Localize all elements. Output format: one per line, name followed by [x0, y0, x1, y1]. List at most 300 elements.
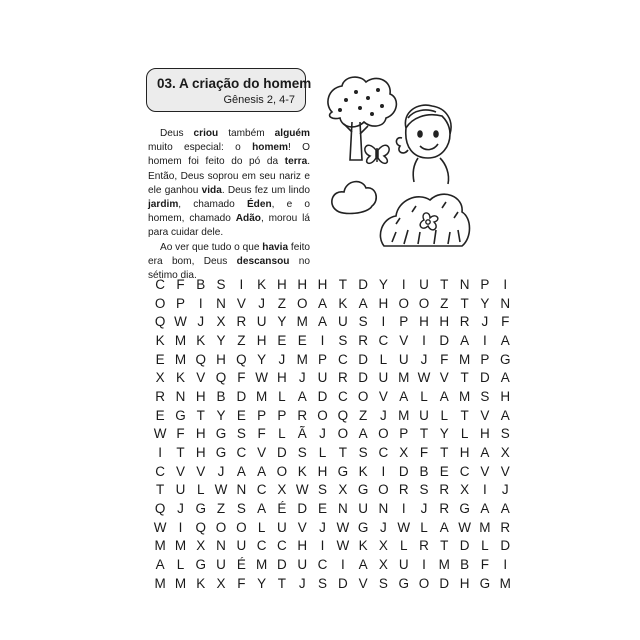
grid-letter[interactable]: G [398, 575, 409, 591]
grid-letter[interactable]: U [175, 482, 186, 498]
grid-letter[interactable]: W [417, 370, 431, 386]
grid-letter[interactable]: H [459, 445, 470, 461]
grid-letter[interactable]: X [196, 538, 206, 554]
grid-letter[interactable]: M [296, 351, 308, 367]
grid-letter[interactable]: E [277, 332, 287, 348]
grid-letter[interactable]: M [174, 538, 187, 554]
grid-letter[interactable]: I [401, 501, 406, 517]
grid-letter[interactable]: C [317, 557, 328, 573]
grid-letter[interactable]: E [439, 463, 449, 479]
grid-letter[interactable]: M [174, 351, 187, 367]
grid-letter[interactable]: V [399, 332, 409, 348]
grid-letter[interactable]: Z [237, 332, 246, 348]
grid-letter[interactable]: Z [216, 501, 226, 517]
grid-letter[interactable]: A [358, 557, 368, 573]
grid-letter[interactable]: J [481, 314, 489, 330]
grid-letter[interactable]: V [257, 445, 267, 461]
grid-letter[interactable]: L [278, 388, 286, 404]
grid-letter[interactable]: W [153, 519, 167, 535]
grid-letter[interactable]: C [277, 538, 287, 554]
grid-letter[interactable]: X [460, 482, 470, 498]
grid-letter[interactable]: F [440, 351, 449, 367]
grid-letter[interactable]: F [176, 276, 185, 292]
grid-letter[interactable]: V [175, 463, 185, 479]
grid-letter[interactable]: I [483, 482, 487, 498]
grid-letter[interactable]: R [459, 314, 470, 330]
grid-letter[interactable]: I [239, 276, 244, 292]
grid-letter[interactable]: K [338, 295, 348, 311]
grid-letter[interactable]: Y [216, 332, 226, 348]
grid-letter[interactable]: T [338, 445, 347, 461]
grid-letter[interactable]: H [297, 538, 308, 554]
grid-letter[interactable]: D [398, 463, 409, 479]
grid-letter[interactable]: Z [440, 295, 449, 311]
grid-letter[interactable]: J [380, 407, 387, 423]
grid-letter[interactable]: U [398, 351, 409, 367]
grid-letter[interactable]: I [340, 557, 345, 573]
grid-letter[interactable]: D [439, 332, 450, 348]
grid-letter[interactable]: M [256, 557, 268, 573]
grid-letter[interactable]: D [500, 538, 511, 554]
grid-letter[interactable]: O [418, 575, 430, 591]
grid-letter[interactable]: H [256, 332, 267, 348]
grid-letter[interactable]: R [155, 388, 166, 404]
grid-letter[interactable]: D [317, 388, 328, 404]
grid-letter[interactable]: S [338, 332, 348, 348]
grid-letter[interactable]: W [397, 519, 411, 535]
grid-letter[interactable]: Q [195, 351, 206, 367]
grid-letter[interactable]: R [337, 370, 348, 386]
grid-letter[interactable]: Q [337, 407, 349, 423]
grid-letter[interactable]: D [459, 538, 470, 554]
grid-letter[interactable]: J [298, 370, 306, 386]
grid-letter[interactable]: D [358, 276, 368, 292]
grid-letter[interactable]: T [440, 276, 449, 292]
grid-letter[interactable]: L [196, 482, 205, 498]
grid-letter[interactable]: U [317, 370, 328, 386]
grid-letter[interactable]: H [277, 276, 287, 292]
grid-letter[interactable]: E [155, 351, 165, 367]
grid-letter[interactable]: O [357, 388, 369, 404]
grid-letter[interactable]: W [153, 426, 167, 442]
grid-letter[interactable]: G [499, 351, 511, 367]
grid-letter[interactable]: J [420, 501, 428, 517]
grid-letter[interactable]: U [419, 276, 429, 292]
grid-letter[interactable]: X [277, 482, 287, 498]
grid-letter[interactable]: M [398, 370, 410, 386]
grid-letter[interactable]: P [277, 407, 287, 423]
grid-letter[interactable]: U [277, 519, 287, 535]
grid-letter[interactable]: J [177, 501, 184, 517]
grid-letter[interactable]: D [277, 557, 287, 573]
grid-letter[interactable]: M [154, 575, 166, 591]
grid-letter[interactable]: H [195, 426, 206, 442]
grid-letter[interactable]: C [459, 463, 470, 479]
grid-letter[interactable]: B [419, 463, 429, 479]
grid-letter[interactable]: G [357, 519, 369, 535]
grid-letter[interactable]: R [500, 519, 511, 535]
grid-letter[interactable]: Y [378, 276, 388, 292]
grid-letter[interactable]: S [419, 482, 429, 498]
grid-letter[interactable]: O [398, 295, 409, 311]
grid-letter[interactable]: H [419, 314, 429, 330]
grid-letter[interactable]: W [336, 538, 350, 554]
grid-letter[interactable]: V [358, 575, 368, 591]
grid-letter[interactable]: T [440, 538, 449, 554]
grid-letter[interactable]: Z [277, 295, 287, 311]
grid-letter[interactable]: T [460, 407, 469, 423]
grid-letter[interactable]: A [460, 332, 470, 348]
grid-letter[interactable]: H [317, 463, 328, 479]
grid-letter[interactable]: A [318, 314, 328, 330]
grid-letter[interactable]: S [216, 276, 226, 292]
grid-letter[interactable]: I [320, 538, 325, 554]
grid-letter[interactable]: A [399, 388, 409, 404]
grid-letter[interactable]: C [236, 445, 247, 461]
grid-letter[interactable]: Y [439, 426, 449, 442]
grid-letter[interactable]: A [480, 445, 490, 461]
grid-letter[interactable]: C [337, 388, 348, 404]
grid-letter[interactable]: H [317, 276, 328, 292]
grid-letter[interactable]: E [318, 501, 328, 517]
grid-letter[interactable]: B [216, 388, 226, 404]
grid-letter[interactable]: A [257, 463, 267, 479]
grid-letter[interactable]: H [439, 314, 450, 330]
grid-letter[interactable]: G [357, 482, 369, 498]
grid-letter[interactable]: A [439, 388, 449, 404]
grid-letter[interactable]: G [195, 557, 206, 573]
grid-letter[interactable]: U [419, 407, 429, 423]
grid-letter[interactable]: L [460, 426, 469, 442]
grid-letter[interactable]: Q [154, 314, 166, 330]
grid-letter[interactable]: N [459, 276, 470, 292]
grid-letter[interactable]: R [398, 482, 409, 498]
grid-letter[interactable]: L [318, 445, 327, 461]
grid-letter[interactable]: O [378, 426, 389, 442]
grid-letter[interactable]: I [401, 276, 406, 292]
grid-letter[interactable]: A [297, 388, 307, 404]
grid-letter[interactable]: Q [236, 351, 247, 367]
grid-letter[interactable]: T [460, 295, 469, 311]
grid-letter[interactable]: N [236, 482, 247, 498]
grid-letter[interactable]: D [337, 575, 348, 591]
grid-letter[interactable]: X [216, 314, 226, 330]
grid-letter[interactable]: H [500, 388, 511, 404]
grid-letter[interactable]: N [216, 538, 226, 554]
grid-letter[interactable]: G [195, 501, 206, 517]
grid-letter[interactable]: P [318, 351, 328, 367]
grid-letter[interactable]: O [154, 295, 166, 311]
grid-letter[interactable]: S [236, 426, 246, 442]
grid-letter[interactable]: Q [154, 501, 166, 517]
grid-letter[interactable]: O [296, 295, 308, 311]
grid-letter[interactable]: Y [257, 575, 267, 591]
grid-letter[interactable]: X [378, 557, 388, 573]
grid-letter[interactable]: F [237, 575, 246, 591]
grid-letter[interactable]: T [176, 445, 185, 461]
grid-letter[interactable]: K [196, 332, 206, 348]
grid-letter[interactable]: P [257, 407, 267, 423]
grid-letter[interactable]: E [297, 332, 307, 348]
grid-letter[interactable]: M [458, 388, 471, 404]
grid-letter[interactable]: K [358, 538, 368, 554]
grid-letter[interactable]: R [419, 538, 429, 554]
grid-letter[interactable]: A [500, 501, 510, 517]
grid-letter[interactable]: L [379, 351, 388, 367]
grid-letter[interactable]: R [439, 482, 450, 498]
grid-letter[interactable]: M [154, 538, 166, 554]
grid-letter[interactable]: T [156, 482, 165, 498]
grid-letter[interactable]: F [501, 314, 510, 330]
grid-letter[interactable]: G [215, 445, 227, 461]
grid-letter[interactable]: T [419, 426, 429, 442]
grid-letter[interactable]: L [440, 407, 449, 423]
grid-letter[interactable]: F [419, 445, 429, 461]
grid-letter[interactable]: H [378, 295, 389, 311]
grid-letter[interactable]: O [236, 519, 247, 535]
grid-letter[interactable]: S [378, 575, 388, 591]
grid-letter[interactable]: P [480, 276, 490, 292]
grid-letter[interactable]: L [278, 426, 286, 442]
grid-letter[interactable]: M [458, 351, 471, 367]
grid-letter[interactable]: E [236, 407, 246, 423]
grid-letter[interactable]: Y [257, 351, 267, 367]
grid-letter[interactable]: O [378, 482, 389, 498]
grid-letter[interactable]: V [236, 295, 246, 311]
grid-letter[interactable]: O [418, 295, 430, 311]
grid-letter[interactable]: H [195, 388, 206, 404]
grid-letter[interactable]: H [480, 426, 490, 442]
grid-letter[interactable]: R [236, 314, 247, 330]
grid-letter[interactable]: A [358, 295, 368, 311]
grid-letter[interactable]: I [198, 295, 203, 311]
grid-letter[interactable]: F [176, 426, 185, 442]
grid-letter[interactable]: M [174, 332, 187, 348]
grid-letter[interactable]: Y [277, 314, 287, 330]
grid-letter[interactable]: J [278, 351, 286, 367]
grid-letter[interactable]: W [174, 314, 187, 330]
grid-letter[interactable]: C [256, 482, 267, 498]
grid-letter[interactable]: G [215, 426, 227, 442]
grid-letter[interactable]: Z [358, 407, 368, 423]
grid-letter[interactable]: P [175, 295, 185, 311]
grid-letter[interactable]: T [338, 276, 347, 292]
grid-letter[interactable]: F [480, 557, 490, 573]
grid-letter[interactable]: Y [480, 295, 490, 311]
grid-letter[interactable]: S [358, 314, 368, 330]
grid-letter[interactable]: C [378, 332, 389, 348]
grid-letter[interactable]: C [378, 445, 389, 461]
grid-letter[interactable]: I [422, 332, 426, 348]
grid-letter[interactable]: C [256, 538, 267, 554]
grid-letter[interactable]: C [337, 351, 348, 367]
grid-letter[interactable]: I [422, 557, 426, 573]
grid-letter[interactable]: K [196, 575, 206, 591]
grid-letter[interactable]: S [318, 482, 328, 498]
grid-letter[interactable]: K [358, 463, 368, 479]
grid-letter[interactable]: L [481, 538, 489, 554]
grid-letter[interactable]: T [460, 370, 469, 386]
grid-letter[interactable]: X [216, 575, 226, 591]
grid-letter[interactable]: J [258, 295, 265, 311]
grid-letter[interactable]: V [439, 370, 449, 386]
grid-letter[interactable]: I [320, 332, 325, 348]
grid-letter[interactable]: M [296, 314, 308, 330]
grid-letter[interactable]: T [196, 407, 205, 423]
grid-letter[interactable]: I [483, 332, 487, 348]
grid-letter[interactable]: D [480, 370, 490, 386]
grid-letter[interactable]: S [480, 388, 490, 404]
grid-letter[interactable]: R [439, 501, 450, 517]
grid-letter[interactable]: I [381, 314, 386, 330]
grid-letter[interactable]: V [297, 519, 307, 535]
grid-letter[interactable]: R [358, 332, 368, 348]
grid-letter[interactable]: J [501, 482, 509, 498]
grid-letter[interactable]: X [399, 445, 409, 461]
grid-letter[interactable]: A [236, 463, 246, 479]
grid-letter[interactable]: H [297, 276, 308, 292]
grid-letter[interactable]: A [480, 501, 490, 517]
grid-letter[interactable]: I [158, 445, 163, 461]
grid-letter[interactable]: S [500, 426, 510, 442]
grid-letter[interactable]: U [236, 538, 247, 554]
grid-letter[interactable]: H [277, 370, 287, 386]
grid-letter[interactable]: X [378, 538, 388, 554]
grid-letter[interactable]: R [297, 407, 308, 423]
grid-letter[interactable]: W [255, 370, 268, 386]
grid-letter[interactable]: S [236, 501, 246, 517]
grid-letter[interactable]: U [297, 557, 308, 573]
grid-letter[interactable]: M [256, 388, 268, 404]
grid-letter[interactable]: J [319, 519, 326, 535]
grid-letter[interactable]: S [358, 445, 368, 461]
grid-letter[interactable]: E [155, 407, 165, 423]
grid-letter[interactable]: Ã [297, 426, 307, 442]
grid-letter[interactable]: L [176, 557, 185, 573]
grid-letter[interactable]: O [276, 463, 288, 479]
grid-letter[interactable]: Q [195, 519, 206, 535]
grid-letter[interactable]: P [399, 426, 409, 442]
grid-letter[interactable]: P [399, 314, 409, 330]
grid-letter[interactable]: X [155, 370, 165, 386]
grid-letter[interactable]: J [380, 519, 387, 535]
grid-letter[interactable]: D [358, 370, 368, 386]
grid-letter[interactable]: A [439, 519, 449, 535]
grid-letter[interactable]: M [499, 575, 511, 591]
grid-letter[interactable]: V [196, 463, 206, 479]
grid-letter[interactable]: C [155, 276, 166, 292]
grid-letter[interactable]: U [216, 557, 226, 573]
grid-letter[interactable]: M [398, 407, 410, 423]
grid-letter[interactable]: I [381, 463, 386, 479]
grid-letter[interactable]: J [217, 463, 225, 479]
grid-letter[interactable]: V [196, 370, 206, 386]
grid-letter[interactable]: G [479, 575, 491, 591]
grid-letter[interactable]: I [178, 519, 183, 535]
grid-letter[interactable]: I [503, 557, 508, 573]
grid-letter[interactable]: J [298, 575, 306, 591]
grid-letter[interactable]: M [174, 575, 187, 591]
grid-letter[interactable]: V [480, 463, 490, 479]
grid-letter[interactable]: L [257, 519, 266, 535]
grid-letter[interactable]: D [297, 501, 308, 517]
grid-letter[interactable]: O [317, 407, 328, 423]
grid-letter[interactable]: B [196, 276, 206, 292]
grid-letter[interactable]: É [236, 557, 246, 573]
grid-letter[interactable]: Q [215, 370, 227, 386]
grid-letter[interactable]: N [378, 501, 389, 517]
grid-letter[interactable]: É [277, 501, 287, 517]
grid-letter[interactable]: A [500, 407, 510, 423]
grid-letter[interactable]: T [440, 445, 449, 461]
grid-letter[interactable]: I [503, 276, 508, 292]
grid-letter[interactable]: J [319, 426, 326, 442]
grid-letter[interactable]: L [420, 519, 428, 535]
grid-letter[interactable]: D [236, 388, 247, 404]
grid-letter[interactable]: P [480, 351, 490, 367]
grid-letter[interactable]: W [214, 482, 228, 498]
grid-letter[interactable]: U [256, 314, 267, 330]
grid-letter[interactable]: H [195, 445, 206, 461]
grid-letter[interactable]: J [197, 314, 205, 330]
grid-letter[interactable]: F [257, 426, 266, 442]
grid-letter[interactable]: X [500, 445, 510, 461]
grid-letter[interactable]: N [175, 388, 186, 404]
grid-letter[interactable]: G [337, 463, 349, 479]
grid-letter[interactable]: L [399, 538, 408, 554]
grid-letter[interactable]: O [215, 519, 227, 535]
grid-letter[interactable]: V [500, 463, 510, 479]
grid-letter[interactable]: S [318, 575, 328, 591]
grid-letter[interactable]: L [420, 388, 428, 404]
grid-letter[interactable]: U [337, 314, 348, 330]
grid-letter[interactable]: W [336, 519, 350, 535]
grid-letter[interactable]: U [358, 501, 368, 517]
grid-letter[interactable]: G [459, 501, 470, 517]
grid-letter[interactable]: K [175, 370, 185, 386]
grid-letter[interactable]: A [500, 332, 510, 348]
grid-letter[interactable]: V [378, 388, 388, 404]
grid-letter[interactable]: W [295, 482, 309, 498]
grid-letter[interactable]: A [318, 295, 328, 311]
grid-letter[interactable]: F [237, 370, 246, 386]
grid-letter[interactable]: D [439, 575, 450, 591]
grid-letter[interactable]: N [337, 501, 348, 517]
grid-letter[interactable]: C [155, 463, 166, 479]
grid-letter[interactable]: A [155, 557, 165, 573]
grid-letter[interactable]: S [297, 445, 307, 461]
grid-letter[interactable]: M [479, 519, 491, 535]
grid-letter[interactable]: Y [216, 407, 226, 423]
grid-letter[interactable]: M [438, 557, 450, 573]
grid-letter[interactable]: D [277, 445, 287, 461]
grid-letter[interactable]: H [216, 351, 226, 367]
grid-letter[interactable]: X [338, 482, 348, 498]
grid-letter[interactable]: U [398, 557, 409, 573]
grid-letter[interactable]: K [155, 332, 165, 348]
grid-letter[interactable]: V [480, 407, 490, 423]
grid-letter[interactable]: A [358, 426, 368, 442]
grid-letter[interactable]: N [500, 295, 511, 311]
grid-letter[interactable]: D [358, 351, 368, 367]
grid-letter[interactable]: G [175, 407, 186, 423]
grid-letter[interactable]: O [337, 426, 349, 442]
grid-letter[interactable]: W [458, 519, 471, 535]
grid-letter[interactable]: A [500, 370, 510, 386]
grid-letter[interactable]: U [378, 370, 389, 386]
grid-letter[interactable]: A [257, 501, 267, 517]
grid-letter[interactable]: T [277, 575, 287, 591]
